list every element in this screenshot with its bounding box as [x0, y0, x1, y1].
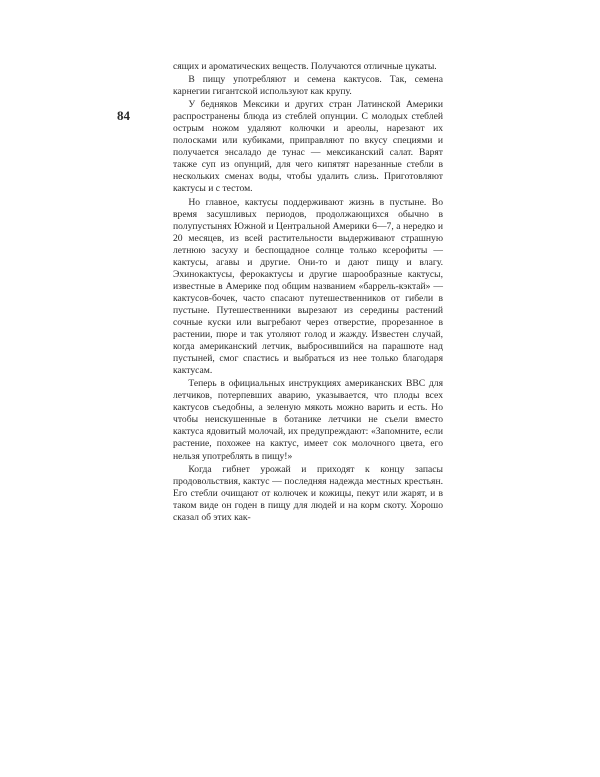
- paragraph-opuntia-dishes: У бедняков Мексики и других стран Латинской Америки распространены блюда из стеблей опунции. С молодых стеблей острым ножом удаляют колючки и ареолы, нарезают их полосками или кубиками, приправляют по вкусу специями и получается энсаладо де тунас — мексиканский салат. Варят также суп из опунций, для чего кипятят нарезанные стебли в нескольких сменах воды, чтобы удалить слизь. Приготовляют кактусы и с тестом.: [173, 99, 443, 195]
- page-number: 84: [117, 108, 130, 123]
- paragraph-continued: сящих и ароматических веществ. Получаются отличные цукаты.: [173, 61, 437, 72]
- paragraph-desert-survival: Но главное, кактусы поддерживают жизнь в пустыне. Во время засушливых периодов, продолжающихся обычно в полупустынях Южной и Центральной Америки 6—7, а нередко и 20 месяцев, из всей растительности выдерживают страшную летнюю засуху и беспощадное солнце только ксерофиты — кактусы, агавы и другие. Они-то и дают пищу и влагу. Эхинокактусы, ферокактусы и другие шарообразные кактусы, известные в Америке под общим названием «баррель-кэктай» — кактусов-бочек, часто спасают путешественников от гибели в пустыне. Путешественники вырезают из середины растений сочные куски или выгребают через отверстие, прорезанное в растении, пюре и так утоляют голод и жажду. Известен случай, когда американский летчик, выбросившийся на парашюте над пустыней, смог спастись и выбраться из нее только благодаря кактусам.: [173, 196, 443, 377]
- paragraph-seeds: В пищу употребляют и семена кактусов. Так, семена карнегии гигантской используют как крупу.: [173, 74, 443, 98]
- body-text: [173, 61, 443, 524]
- paragraph-crop-failure: Когда гибнет урожай и приходят к концу запасы продовольствия, кактус — последняя надежда местных крестьян. Его стебли очищают от колючек и кожицы, пекут или жарят, и в таком виде он годен в пищу для людей и на корм скоту. Хорошо сказал об этих как-: [173, 463, 443, 523]
- paragraph-air-force-instructions: Теперь в официальных инструкциях американских ВВС для летчиков, потерпевших аварию, указывается, что плоды всех кактусов съедобны, а зеленую мякоть можно варить и есть. Но чтобы неискушенные в ботанике летчики не съели вместо кактуса ядовитый молочай, их предупреждают: «Запомните, если растение, похожее на кактус, имеет сок молочного цвета, его нельзя употреблять в пищу!»: [173, 378, 443, 462]
